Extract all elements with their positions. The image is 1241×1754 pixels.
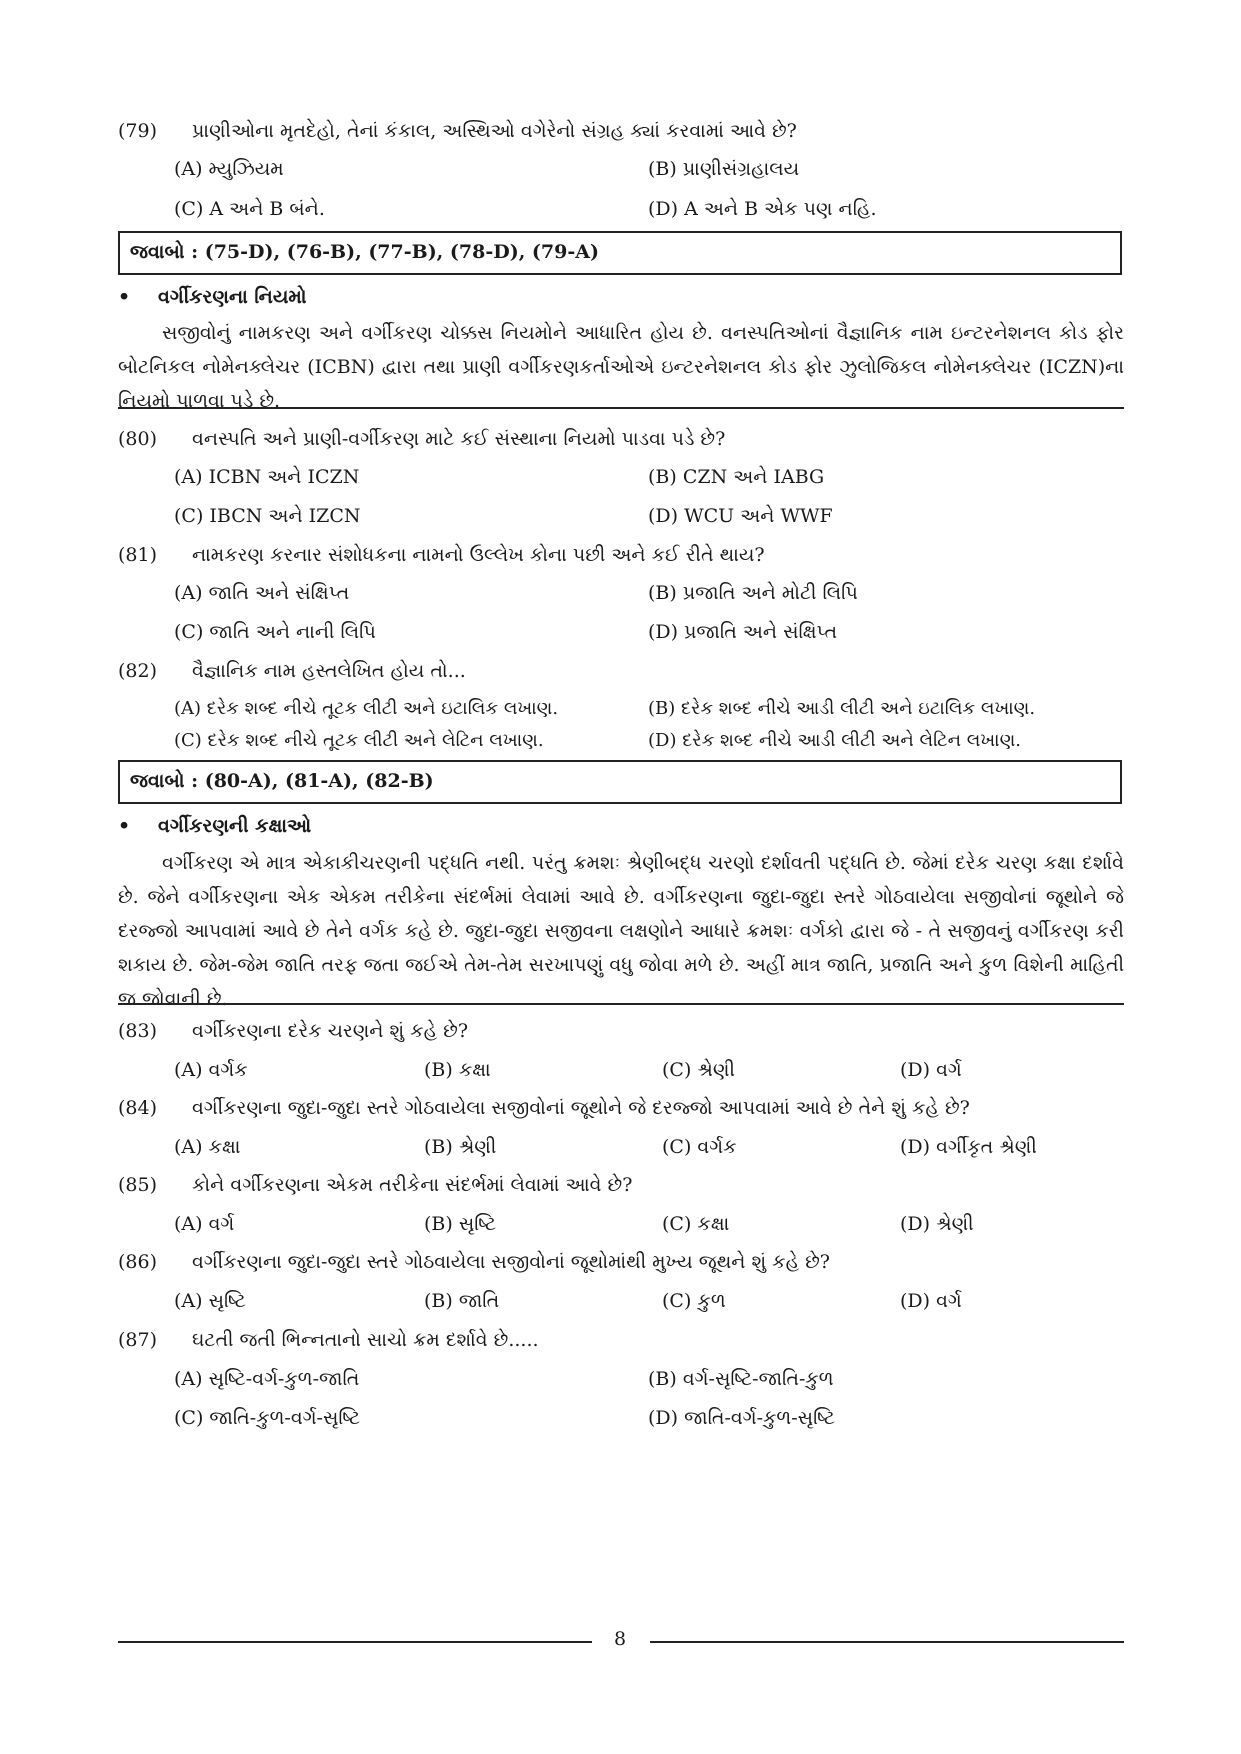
- question-text: નામકરણ કરનાર સંશોધકના નામનો ઉલ્લેખ કોના પછી અને કઈ રીતે થાય?: [192, 544, 765, 566]
- option-d: (D) શ્રેણી: [900, 1213, 974, 1235]
- question-text: વનસ્પતિ અને પ્રાણી-વર્ગીકરણ માટે કઈ સંસ્થાના નિયમો પાડવા પડે છે?: [192, 428, 726, 450]
- section-paragraph: વર્ગીકરણ એ માત્ર એકાકીચરણની પદ્ધતિ નથી. પરંતુ ક્રમશઃ શ્રેણીબદ્ધ ચરણો દર્શાવતી પદ્ધતિ છે. જેમાં દરેક ચરણ કક્ષા દર્શાવે છે. જેને વર્ગીકરણના એક એકમ તરીકેના સંદર્ભમાં લેવામાં આવે છે. વર્ગીકરણના જુદા-જુદા સ્તરે ગોઠવાયેલા સજીવોનાં જૂથોને જે દરજ્જો આપવામાં આવે છે તેને વર્ગક કહે છે. જુદા-જુદા સજીવના લક્ષણોને આધારે ક્રમશઃ વર્ગકો દ્વારા જે - તે સજીવનું વર્ગીકરણ કરી શકાય છે. જેમ-જેમ જાતિ તરફ જતા જઈએ તેમ-તેમ સરખાપણું વધુ જોવા મળે છે. અહીં માત્ર જાતિ, પ્રજાતિ અને કુળ વિશેની માહિતી જ જોવાની છે.: [118, 852, 1124, 1010]
- option-b: (B) વર્ગ-સૃષ્ટિ-જાતિ-કુળ: [648, 1368, 834, 1390]
- option-d: (D) વર્ગીકૃત શ્રેણી: [900, 1136, 1037, 1158]
- option-c: (C) કક્ષા: [662, 1213, 730, 1235]
- section-heading: [118, 286, 307, 310]
- question-text: વર્ગીકરણના જુદા-જુદા સ્તરે ગોઠવાયેલા સજીવોનાં જૂથોમાંથી મુખ્ય જૂથને શું કહે છે?: [192, 1251, 830, 1273]
- answer-box: જવાબો : (75-D), (76-B), (77-B), (78-D), (79-A): [118, 231, 1122, 275]
- option-d: (D) જાતિ-વર્ગ-કુળ-સૃષ્ટિ: [648, 1407, 835, 1429]
- question-number: (85): [118, 1174, 158, 1196]
- answer-box: જવાબો : (80-A), (81-A), (82-B): [118, 760, 1122, 804]
- footer-rule-left: [118, 1641, 592, 1643]
- option-b: (B) જાતિ: [424, 1290, 500, 1312]
- question-text: વર્ગીકરણના દરેક ચરણને શું કહે છે?: [192, 1020, 469, 1042]
- question-number: (80): [118, 428, 158, 450]
- question-text: પ્રાણીઓના મૃતદેહો, તેનાં કંકાલ, અસ્થિઓ વગેરેનો સંગ્રહ ક્યાં કરવામાં આવે છે?: [192, 120, 797, 142]
- question-text: વર્ગીકરણના જુદા-જુદા સ્તરે ગોઠવાયેલા સજીવોનાં જૂથોને જે દરજ્જો આપવામાં આવે છે તેને શું કહે છે?: [192, 1097, 970, 1119]
- question-number: (86): [118, 1251, 158, 1273]
- option-c: (C) IBCN અને IZCN: [174, 505, 361, 527]
- option-b: (B) CZN અને IABG: [648, 466, 825, 488]
- option-a: (A) જાતિ અને સંક્ષિપ્ત: [174, 582, 350, 604]
- option-a: (A) સૃષ્ટિ: [174, 1290, 246, 1312]
- page-number: 8: [613, 1628, 627, 1650]
- question-number: (84): [118, 1097, 158, 1119]
- option-d: (D) વર્ગ: [900, 1059, 962, 1081]
- option-b: (B) પ્રાણીસંગ્રહાલય: [648, 158, 800, 180]
- question-number: (82): [118, 660, 158, 682]
- option-c: (C) દરેક શબ્દ નીચે તૂટક લીટી અને લેટિન લખાણ.: [174, 730, 544, 751]
- option-b: (B) કક્ષા: [424, 1059, 491, 1081]
- question-text: કોને વર્ગીકરણના એકમ તરીકેના સંદર્ભમાં લેવામાં આવે છે?: [192, 1174, 633, 1196]
- question-number: (79): [118, 120, 158, 142]
- option-a: (A) મ્યુઝિયમ: [174, 158, 284, 180]
- option-a: (A) દરેક શબ્દ નીચે તૂટક લીટી અને ઇટાલિક લખાણ.: [174, 698, 559, 719]
- question-number: (83): [118, 1020, 158, 1042]
- option-d: (D) પ્રજાતિ અને સંક્ષિપ્ત: [648, 621, 838, 643]
- footer-rule-right: [650, 1641, 1124, 1643]
- option-b: (B) સૃષ્ટિ: [424, 1213, 497, 1235]
- option-a: (A) વર્ગ: [174, 1213, 235, 1235]
- option-c: (C) જાતિ-કુળ-વર્ગ-સૃષ્ટિ: [174, 1407, 361, 1429]
- option-d: (D) A અને B એક પણ નહિ.: [648, 198, 877, 220]
- section-title: વર્ગીકરણના નિયમો: [158, 286, 307, 308]
- bullet: •: [118, 815, 131, 837]
- option-a: (A) કક્ષા: [174, 1136, 241, 1158]
- section-paragraph: સજીવોનું નામકરણ અને વર્ગીકરણ ચોક્કસ નિયમોને આધારિત હોય છે. વનસ્પતિઓનાં વૈજ્ઞાનિક નામ ઇન્ટરનેશનલ કોડ ફોર બોટનિકલ નોમેનક્લેચર (ICBN) દ્વારા તથા પ્રાણી વર્ગીકરણકર્તાઓએ ઇન્ટરનેશનલ કોડ ફોર ઝુલોજિકલ નોમેનક્લેચર (ICZN)ના નિયમો પાળવા પડે છે.: [118, 322, 1124, 412]
- option-c: (C) શ્રેણી: [662, 1059, 735, 1081]
- option-c: (C) કુળ: [662, 1290, 726, 1312]
- bullet: •: [118, 286, 131, 308]
- option-a: (A) વર્ગક: [174, 1059, 248, 1081]
- divider: [118, 407, 1124, 409]
- option-d: (D) વર્ગ: [900, 1290, 962, 1312]
- option-d: (D) દરેક શબ્દ નીચે આડી લીટી અને લેટિન લખાણ.: [648, 730, 1022, 751]
- option-c: (C) A અને B બંને.: [174, 198, 325, 220]
- option-b: (B) પ્રજાતિ અને મોટી લિપિ: [648, 582, 858, 604]
- option-a: (A) સૃષ્ટિ-વર્ગ-કુળ-જાતિ: [174, 1368, 360, 1390]
- question-number: (81): [118, 544, 158, 566]
- section-title: વર્ગીકરણની કક્ષાઓ: [158, 815, 312, 837]
- option-b: (B) દરેક શબ્દ નીચે આડી લીટી અને ઇટાલિક લખાણ.: [648, 698, 1036, 719]
- option-d: (D) WCU અને WWF: [648, 505, 833, 527]
- option-a: (A) ICBN અને ICZN: [174, 466, 360, 488]
- question-text: ઘટતી જતી ભિન્નતાનો સાચો ક્રમ દર્શાવે છે.....: [192, 1329, 539, 1351]
- question-number: (87): [118, 1329, 158, 1351]
- option-c: (C) વર્ગક: [662, 1136, 737, 1158]
- question-text: વૈજ્ઞાનિક નામ હસ્તલેખિત હોય તો...: [192, 660, 466, 682]
- section-heading: [118, 815, 311, 839]
- option-b: (B) શ્રેણી: [424, 1136, 497, 1158]
- option-c: (C) જાતિ અને નાની લિપિ: [174, 621, 376, 643]
- divider: [118, 1003, 1124, 1005]
